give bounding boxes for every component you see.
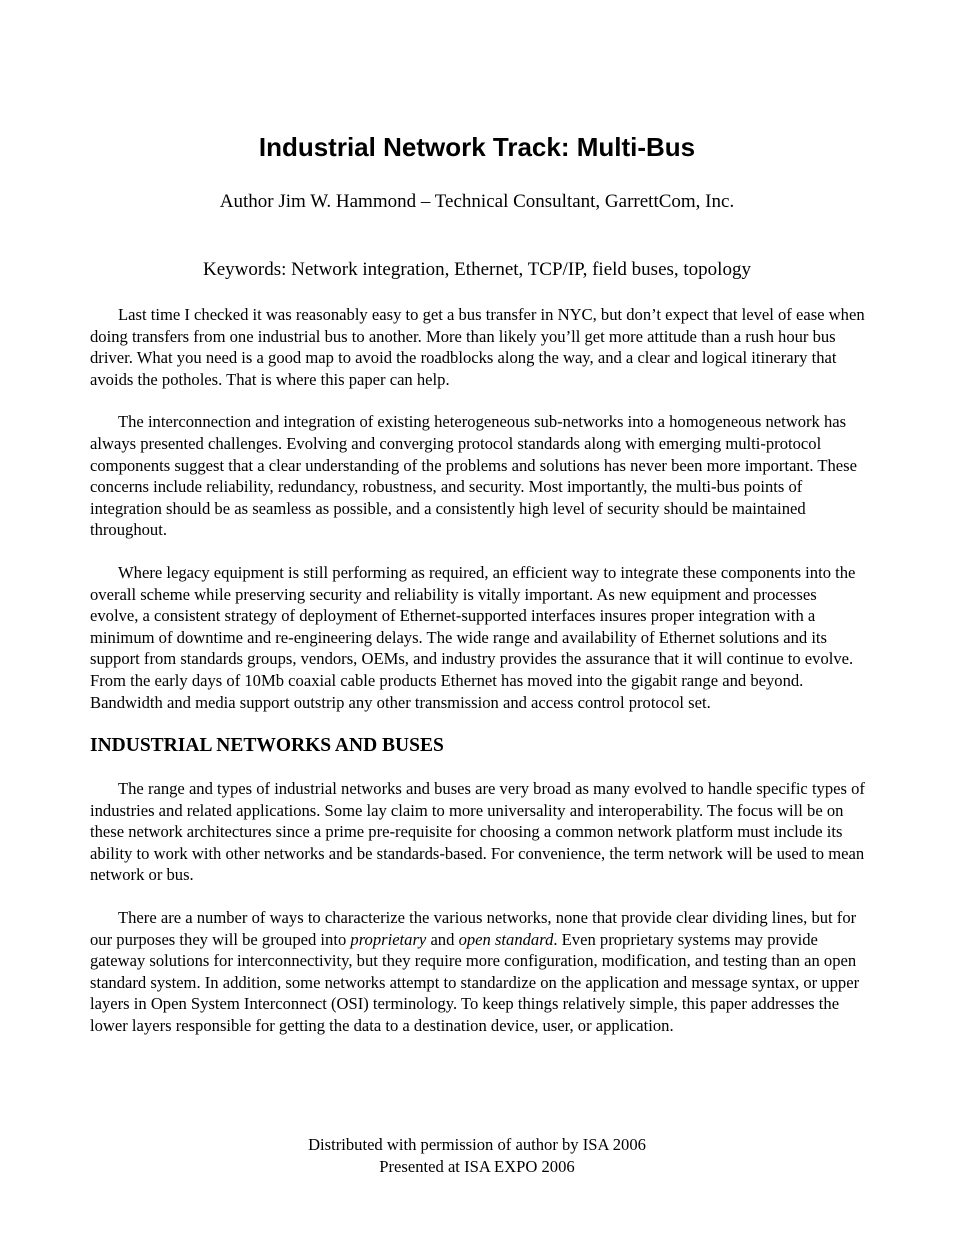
footer-distribution-line: Distributed with permission of author by ISA 2006 <box>308 1135 646 1154</box>
page-footer <box>0 1134 954 1178</box>
section-paragraph-2 <box>90 907 865 1037</box>
italic-term-proprietary: proprietary <box>350 929 427 949</box>
intro-paragraph-1: Last time I checked it was reasonably easy to get a bus transfer in NYC, but don’t expect that level of ease when doing transfers from one industrial bus to another. More than likely you’ll get more attitude than a rush hour bus driver. What you need is a good map to avoid the roadblocks along the way, and a clear and logical itinerary that avoids the potholes. That is where this paper can help. <box>90 305 865 389</box>
section-paragraph-2-text-c: . Even proprietary systems may provide gateway solutions for interconnectivity, but they require more configuration, modification, and testing than an open standard system. In addition, some networks attempt to standardize on the application and message syntax, or upper layers in Open System Interconnect (OSI) terminology. To keep things relatively simple, this paper addresses the lower layers responsible for getting the data to a destination device, user, or application. <box>90 929 860 1036</box>
footer-presented-line: Presented at ISA EXPO 2006 <box>379 1157 575 1176</box>
document-title: Industrial Network Track: Multi-Bus <box>258 132 696 162</box>
italic-term-open-standard: open standard <box>458 929 554 949</box>
section-paragraph-1: The range and types of industrial networks and buses are very broad as many evolved to handle specific types of industries and related applications. Some lay claim to more universality and interoperability. The focus will be on these network architectures since a prime pre-requisite for choosing a common network platform must include its ability to work with other networks and be standards-based. For convenience, the term network will be used to mean network or bus. <box>90 779 865 885</box>
section-heading: INDUSTRIAL NETWORKS AND BUSES <box>90 735 444 757</box>
section-paragraph-2-text-a: There are a number of ways to characterize the various networks, none that provide clear dividing lines, but for our purposes they will be grouped into <box>90 908 857 949</box>
author-line: Author Jim W. Hammond – Technical Consultant, GarrettCom, Inc. <box>219 191 735 212</box>
intro-paragraph-3: Where legacy equipment is still performing as required, an efficient way to integrate these components into the overall scheme while preserving security and reliability is vitally important. As new equipment and processes evolve, a consistent strategy of deployment of Ethernet-supported interfaces insures proper integration with a minimum of downtime and re-engineering delays. The wide range and availability of Ethernet solutions and its support from standards groups, vendors, OEMs, and industry provides the assurance that it will continue to evolve. From the early days of 10Mb coaxial cable products Ethernet has moved into the gigabit range and beyond. Bandwidth and media support outstrip any other transmission and access control protocol set. <box>90 562 856 712</box>
intro-paragraph-2: The interconnection and integration of existing heterogeneous sub-networks into a homogeneous network has always presented challenges. Evolving and converging protocol standards along with emerging multi-protocol components suggest that a clear understanding of the problems and solutions has never been more important. These concerns include reliability, redundancy, robustness, and security. Most importantly, the multi-bus points of integration should be as seamless as possible, and a consistently high level of security should be maintained throughout. <box>90 412 857 540</box>
body-text <box>90 304 865 1058</box>
section-paragraph-2-text-b: and <box>426 929 459 949</box>
keywords-line: Keywords: Network integration, Ethernet, TCP/IP, field buses, topology <box>203 259 751 280</box>
